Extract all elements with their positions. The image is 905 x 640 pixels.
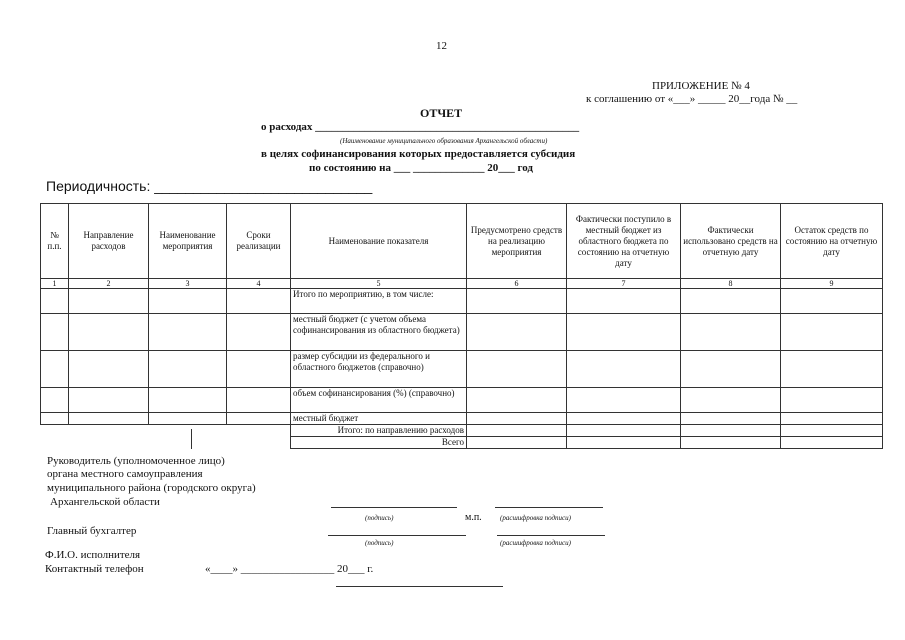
signature-hint: (подпись)	[365, 514, 394, 522]
table-cell[interactable]	[467, 425, 567, 437]
header-cell: Остаток средств по состоянию на отчетную дату	[781, 204, 883, 279]
table-row	[41, 314, 883, 351]
header-cell: Наименование показателя	[291, 204, 467, 279]
table-cell[interactable]	[69, 351, 149, 388]
header-cell: Направление расходов	[69, 204, 149, 279]
table-cell[interactable]	[227, 388, 291, 413]
total-direction-row	[41, 425, 883, 437]
table-cell[interactable]	[149, 314, 227, 351]
table-cell[interactable]	[467, 413, 567, 425]
column-number: 2	[69, 279, 149, 289]
table-cell[interactable]	[69, 388, 149, 413]
header-cell: № п.п.	[41, 204, 69, 279]
header-cell: Фактически поступило в местный бюджет из областного бюджета по состоянию на отчетную дату	[567, 204, 681, 279]
table-cell[interactable]	[781, 351, 883, 388]
table-cell[interactable]	[681, 388, 781, 413]
table-cell[interactable]	[69, 413, 149, 425]
column-number: 7	[567, 279, 681, 289]
table-cell[interactable]	[681, 413, 781, 425]
header-cell: Сроки реализации	[227, 204, 291, 279]
column-number: 3	[149, 279, 227, 289]
executor-label: Ф.И.О. исполнителя	[45, 549, 141, 561]
head-decoding-line[interactable]	[495, 507, 603, 508]
cofinancing-line: в целях софинансирования которых предоставляется субсидия	[261, 148, 576, 160]
column-number: 8	[681, 279, 781, 289]
indicator-name: объем софинансирования (%) (справочно)	[291, 388, 467, 413]
phone-date-field: «____» _________________ 20___ г.	[205, 563, 374, 575]
head-title-line-4: Архангельской области	[50, 496, 160, 508]
table-cell[interactable]	[567, 289, 681, 314]
periodicity-field: Периодичность: ____________________________	[46, 178, 373, 194]
signature-hint: (подпись)	[365, 539, 394, 547]
table-cell[interactable]	[567, 437, 681, 449]
table-cell[interactable]	[41, 314, 69, 351]
table-cell[interactable]	[567, 388, 681, 413]
table-cell[interactable]	[681, 425, 781, 437]
as-of-line: по состоянию на ___ _____________ 20___ год	[309, 162, 533, 174]
table-cell[interactable]	[467, 351, 567, 388]
head-title-line-1: Руководитель (уполномоченное лицо)	[47, 455, 225, 467]
head-title-line-2: органа местного самоуправления	[47, 468, 203, 480]
table-stub-line	[191, 429, 192, 449]
table-cell[interactable]	[149, 351, 227, 388]
header-cell: Фактически использовано средств на отчетную дату	[681, 204, 781, 279]
table-cell[interactable]	[41, 413, 69, 425]
table-cell[interactable]	[41, 289, 69, 314]
table-row	[41, 413, 883, 425]
bottom-signature-line[interactable]	[336, 586, 503, 587]
table-cell[interactable]	[567, 314, 681, 351]
table-cell[interactable]	[227, 351, 291, 388]
column-number: 5	[291, 279, 467, 289]
table-cell[interactable]	[781, 425, 883, 437]
table-cell[interactable]	[69, 289, 149, 314]
table-cell[interactable]	[467, 289, 567, 314]
table-row	[41, 388, 883, 413]
table-cell[interactable]	[681, 314, 781, 351]
table-cell[interactable]	[681, 351, 781, 388]
table-cell[interactable]	[567, 425, 681, 437]
table-cell[interactable]	[781, 289, 883, 314]
grand-total-label: Всего	[291, 437, 467, 449]
table-cell[interactable]	[567, 413, 681, 425]
table-row	[41, 289, 883, 314]
table-cell[interactable]	[149, 413, 227, 425]
column-number: 4	[227, 279, 291, 289]
column-number: 1	[41, 279, 69, 289]
table-cell[interactable]	[781, 388, 883, 413]
agreement-line: к соглашению от «___» _____ 20__года № __	[586, 93, 798, 105]
total-direction-label: Итого: по направлению расходов	[291, 425, 467, 437]
report-table	[40, 203, 883, 449]
table-cell[interactable]	[781, 437, 883, 449]
table-cell[interactable]	[41, 388, 69, 413]
table-cell[interactable]	[227, 314, 291, 351]
column-number: 6	[467, 279, 567, 289]
column-number: 9	[781, 279, 883, 289]
expenses-line: о расходах ________________________________________________	[261, 121, 580, 133]
indicator-name: размер субсидии из федерального и областного бюджетов (справочно)	[291, 351, 467, 388]
table-cell[interactable]	[227, 413, 291, 425]
table-cell[interactable]	[467, 388, 567, 413]
phone-label: Контактный телефон	[45, 563, 144, 575]
report-title: ОТЧЕТ	[420, 106, 463, 120]
column-number-row	[41, 279, 883, 289]
header-cell: Предусмотрено средств на реализацию мероприятия	[467, 204, 567, 279]
table-cell[interactable]	[781, 413, 883, 425]
decoding-hint: (расшифровка подписи)	[500, 539, 571, 547]
table-row	[41, 351, 883, 388]
table-cell[interactable]	[41, 351, 69, 388]
table-cell[interactable]	[781, 314, 883, 351]
stamp-label: м.п.	[465, 512, 482, 523]
accountant-label: Главный бухгалтер	[47, 525, 137, 537]
header-row	[41, 204, 883, 279]
table-cell[interactable]	[227, 289, 291, 314]
table-cell[interactable]	[681, 289, 781, 314]
head-signature-line[interactable]	[331, 507, 457, 508]
table-cell[interactable]	[149, 388, 227, 413]
municipality-hint: (Наименование муниципального образования Архангельской области)	[340, 137, 548, 145]
table-cell[interactable]	[467, 314, 567, 351]
indicator-name: Итого по мероприятию, в том числе:	[291, 289, 467, 314]
head-title-line-3: муниципального района (городского округа)	[47, 482, 256, 494]
table-cell[interactable]	[467, 437, 567, 449]
table-cell[interactable]	[567, 351, 681, 388]
table-cell[interactable]	[69, 314, 149, 351]
accountant-decoding-line[interactable]	[497, 535, 605, 536]
appendix-label: ПРИЛОЖЕНИЕ № 4	[652, 80, 750, 92]
table-cell[interactable]	[149, 289, 227, 314]
page-number: 12	[436, 40, 447, 52]
indicator-name: местный бюджет	[291, 413, 467, 425]
table-cell[interactable]	[681, 437, 781, 449]
accountant-signature-line[interactable]	[328, 535, 466, 536]
decoding-hint: (расшифровка подписи)	[500, 514, 571, 522]
header-cell: Наименование мероприятия	[149, 204, 227, 279]
indicator-name: местный бюджет (с учетом объема софинансирования из областного бюджета)	[291, 314, 467, 351]
grand-total-row	[41, 437, 883, 449]
